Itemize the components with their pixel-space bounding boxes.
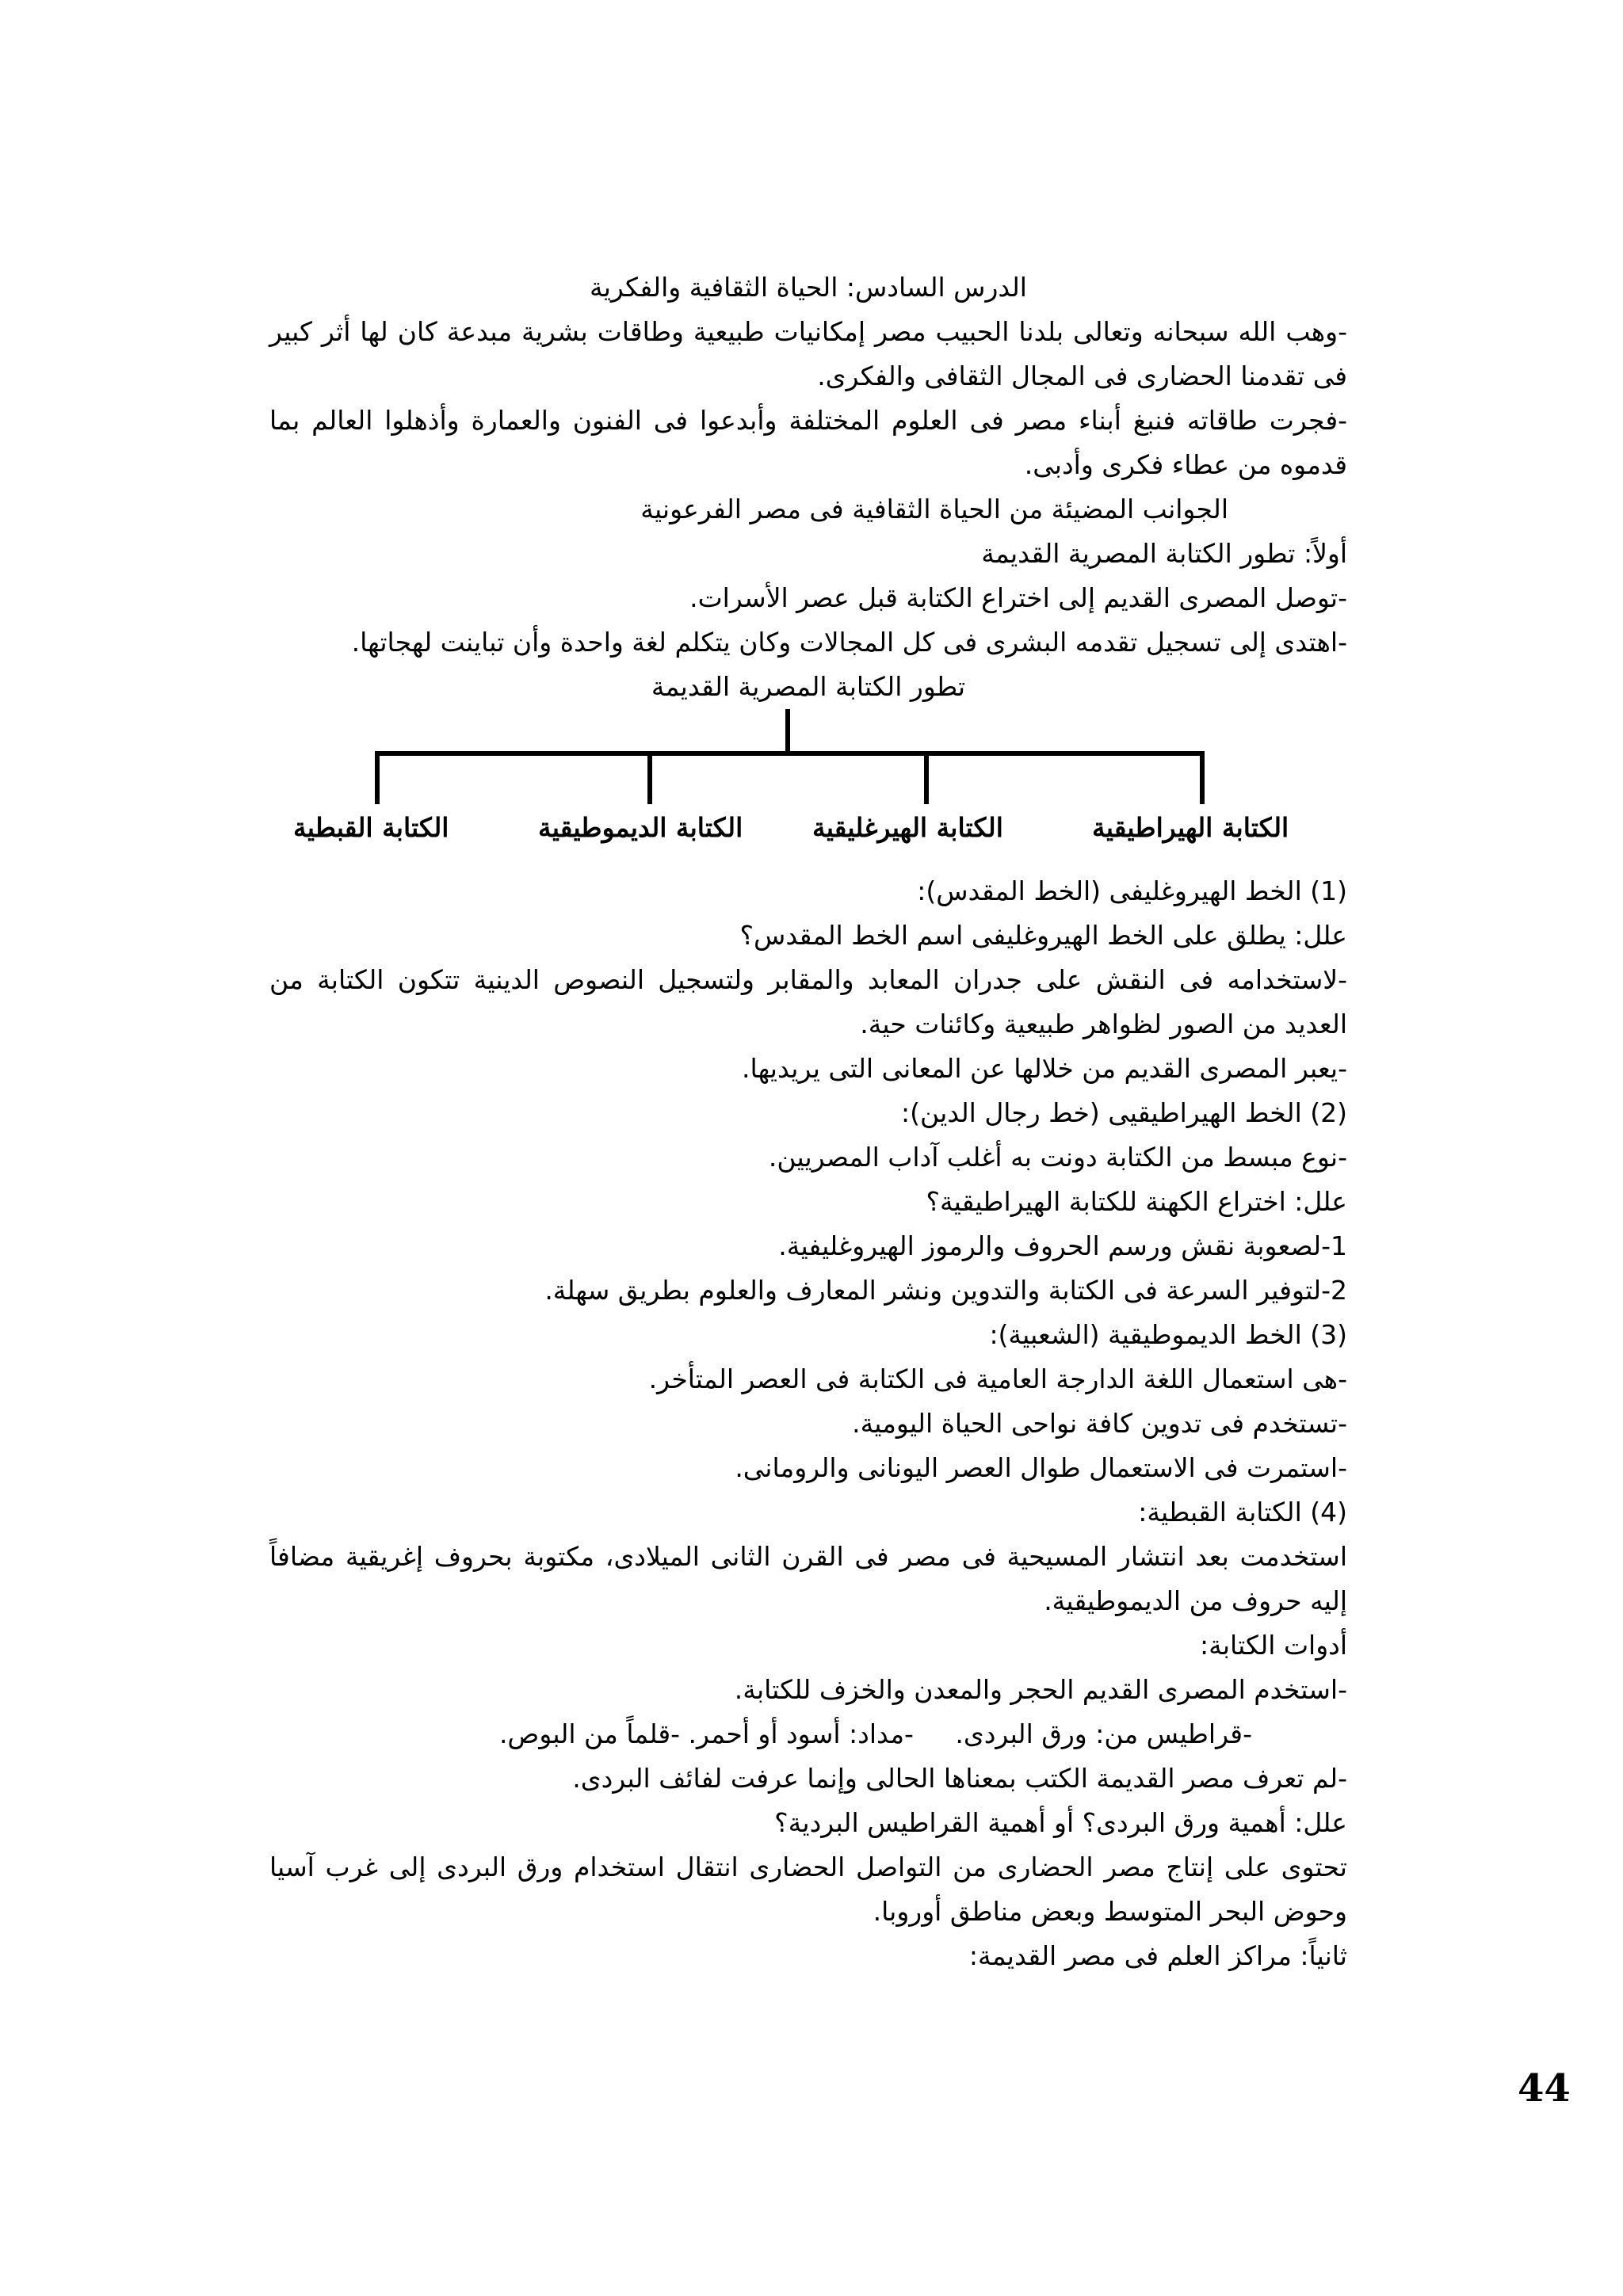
writing-evolution-diagram (269, 665, 1347, 869)
body-line-7: علل: اختراع الكهنة للكتابة الهيراطيقية؟ (926, 1186, 1347, 1217)
body-line-8: 1-لصعوبة نقش ورسم الحروف والرموز الهيروغليفية. (778, 1230, 1347, 1261)
section1-line-1: -توصل المصرى القديم إلى اختراع الكتابة قبل عصر الأسرات. (689, 582, 1347, 613)
body-line-10: (3) الخط الديموطيقية (الشعبية): (989, 1319, 1347, 1350)
body-line-17: -استخدم المصرى القديم الحجر والمعدن والخزف للكتابة. (734, 1674, 1347, 1705)
body-line-18: -قراطيس من: ورق البردى. -مداد: أسود أو أحمر. -قلماً من البوص. (498, 1718, 1252, 1749)
body-line-9: 2-لتوفير السرعة فى الكتابة والتدوين ونشر المعارف والعلوم بطريق سهلة. (544, 1275, 1347, 1306)
body-line-20: علل: أهمية ورق البردى؟ أو أهمية القراطيس البردية؟ (774, 1807, 1347, 1838)
body-line-4: -يعبر المصرى القديم من خلالها عن المعانى التى يريديها. (742, 1053, 1347, 1084)
section-subtitle: الجوانب المضيئة من الحياة الثقافية فى مصر الفرعونية (640, 494, 1228, 524)
intro-paragraph-2: -فجرت طاقاته فنبغ أبناء مصر فى العلوم المختلفة وأبدعوا فى الفنون والعمارة وأذهلوا العالم بما قدموه من عطاء فكرى وأدبى. (269, 405, 1347, 480)
body-line-2: علل: يطلق على الخط الهيروغليفى اسم الخط المقدس؟ (739, 920, 1347, 951)
diagram-branch-hieroglyphic: الكتابة الهيرغليقية (812, 812, 1003, 843)
body-line-11: -هى استعمال اللغة الدارجة العامية فى الكتابة فى العصر المتأخر. (648, 1363, 1347, 1394)
diagram-branch-hieratic: الكتابة الهيراطيقية (1092, 812, 1289, 843)
body-line-19: -لم تعرف مصر القديمة الكتب بمعناها الحالى وإنما عرفت لفائف البردى. (572, 1763, 1347, 1794)
body-line-22: ثانياً: مراكز العلم فى مصر القديمة: (968, 1940, 1347, 1971)
body-line-12: -تستخدم فى تدوين كافة نواحى الحياة اليومية. (852, 1408, 1347, 1439)
section1-heading: أولاً: تطور الكتابة المصرية القديمة (981, 538, 1347, 569)
body-line-1: (1) الخط الهيروغليفى (الخط المقدس): (917, 875, 1347, 906)
intro-paragraph-1: -وهب الله سبحانه وتعالى بلدنا الحبيب مصر إمكانيات طبيعية وطاقات بشرية مبدعة كان لها أثر كبير فى تقدمنا الحضارى فى المجال الثقافى والفكرى. (269, 316, 1347, 391)
page-number: 44 (1518, 2066, 1571, 2111)
body-line-15: استخدمت بعد انتشار المسيحية فى مصر فى القرن الثانى الميلادى، مكتوبة بحروف إغريقية مضافاً إليه حروف من الديموطيقية. (269, 1541, 1347, 1616)
body-line-13: -استمرت فى الاستعمال طوال العصر اليونانى والرومانى. (735, 1452, 1347, 1483)
body-line-5: (2) الخط الهيراطيقيى (خط رجال الدين): (900, 1097, 1347, 1128)
lesson-title: الدرس السادس: الحياة الثقافية والفكرية (590, 272, 1027, 303)
section1-line-2: -اهتدى إلى تسجيل تقدمه البشرى فى كل المجالات وكان يتكلم لغة واحدة وأن تباينت لهجاتها. (351, 627, 1347, 658)
body-line-16: أدوات الكتابة: (1200, 1630, 1347, 1661)
diagram-title: تطور الكتابة المصرية القديمة (651, 671, 966, 702)
body-line-14: (4) الكتابة القبطية: (1138, 1497, 1347, 1527)
document-body (269, 265, 1347, 1978)
body-line-3: -لاستخدامه فى النقش على جدران المعابد والمقابر ولتسجيل النصوص الدينية تتكون الكتابة من العديد من الصور لظواهر طبيعية وكائنات حية. (269, 964, 1347, 1039)
body-line-21: تحتوى على إنتاج مصر الحضارى من التواصل الحضارى انتقال استخدام ورق البردى إلى غرب آسيا وحوض البحر المتوسط وبعض مناطق أوروبا. (269, 1852, 1347, 1927)
diagram-branch-demotic: الكتابة الديموطيقية (538, 812, 743, 843)
diagram-branch-coptic: الكتابة القبطية (293, 812, 449, 843)
body-line-6: -نوع مبسط من الكتابة دونت به أغلب آداب المصريين. (768, 1142, 1347, 1173)
